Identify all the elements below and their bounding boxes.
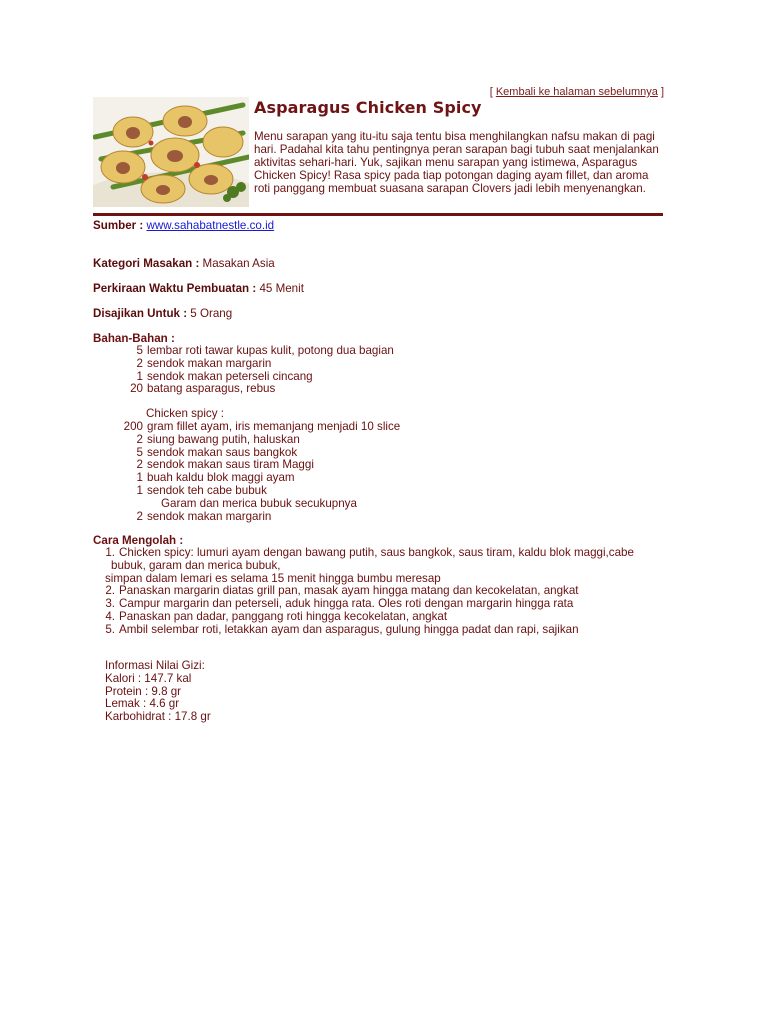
source-link[interactable]: www.sahabatnestle.co.id xyxy=(146,219,275,232)
ingredients-main-list xyxy=(101,345,394,396)
nutrition-item: Lemak : 4.6 gr xyxy=(105,697,180,711)
category-value: Masakan Asia xyxy=(202,257,275,270)
category-line xyxy=(93,257,275,270)
list-item xyxy=(101,383,394,396)
ingredient-qty: 5 xyxy=(136,344,143,357)
ingredient-qty: 1 xyxy=(136,369,143,383)
recipe-intro xyxy=(254,130,666,195)
step-text: simpan dalam lemari es selama 15 menit hingga bumbu meresap xyxy=(105,571,441,585)
ingredients-heading: Bahan-Bahan : xyxy=(93,332,175,345)
intro-line: Chicken Spicy! Rasa spicy pada tiap potongan daging ayam fillet, dan aroma xyxy=(254,169,649,182)
source-label: Sumber : xyxy=(93,219,144,232)
recipe-title: Asparagus Chicken Spicy xyxy=(254,98,482,117)
nutrition-item: Karbohidrat : 17.8 gr xyxy=(105,710,211,724)
ingredients-chicken-list xyxy=(101,421,400,523)
list-item xyxy=(95,560,634,573)
ingredient-text: Garam dan merica bubuk secukupnya xyxy=(161,496,357,510)
back-link[interactable]: Kembali ke halaman sebelumnya xyxy=(495,86,658,98)
ingredient-text: sendok makan margarin xyxy=(147,356,272,370)
divider xyxy=(93,213,663,216)
step-text: Chicken spicy: lumuri ayam dengan bawang putih, saus bangkok, saus tiram, kaldu blok maggi,cabe xyxy=(119,546,634,559)
step-text: Panaskan pan dadar, panggang roti hingga kecokelatan, angkat xyxy=(119,609,448,623)
intro-line: roti panggang membuat suasana sarapan Clovers jadi lebih menyenangkan. xyxy=(254,182,646,195)
ingredient-qty: 200 xyxy=(123,420,143,433)
steps-heading: Cara Mengolah : xyxy=(93,534,184,547)
ingredient-text: sendok teh cabe bubuk xyxy=(147,483,267,497)
step-number: 1. xyxy=(105,546,115,559)
step-number xyxy=(95,573,105,586)
ingredient-text: sendok makan peterseli cincang xyxy=(147,369,313,383)
time-label: Perkiraan Waktu Pembuatan : xyxy=(93,282,257,295)
ingredient-text: gram fillet ayam, iris memanjang menjadi 10 slice xyxy=(147,420,401,433)
list-item xyxy=(101,485,400,498)
step-text: Ambil selembar roti, letakkan ayam dan asparagus, gulung hingga padat dan rapi, sajikan xyxy=(119,622,579,636)
ingredient-qty: 2 xyxy=(136,458,143,472)
back-nav xyxy=(490,86,664,98)
ingredient-qty: 2 xyxy=(136,509,143,523)
nutrition-heading: Informasi Nilai Gizi: xyxy=(105,659,205,672)
ingredient-qty: 5 xyxy=(136,445,143,459)
step-text: Campur margarin dan peterseli, aduk hingga rata. Oles roti dengan margarin hingga rata xyxy=(119,597,574,611)
list-item xyxy=(101,498,400,511)
ingredient-text: siung bawang putih, haluskan xyxy=(147,432,300,446)
list-item xyxy=(101,358,394,371)
chicken-spicy-heading: Chicken spicy : xyxy=(146,407,224,420)
ingredient-text: sendok makan saus tiram Maggi xyxy=(147,458,314,472)
step-text: Panaskan margarin diatas grill pan, masak ayam hingga matang dan kecokelatan, angkat xyxy=(119,584,579,598)
recipe-photo xyxy=(93,97,249,207)
nutrition-info xyxy=(105,660,211,724)
step-number: 4. xyxy=(105,609,115,623)
bracket-open: [ xyxy=(489,86,493,98)
list-item xyxy=(95,611,634,624)
list-item xyxy=(95,547,634,560)
time-value: 45 Menit xyxy=(259,282,304,295)
list-item xyxy=(101,511,400,524)
ingredient-qty: 1 xyxy=(136,483,143,497)
step-number: 3. xyxy=(105,597,115,611)
list-item xyxy=(101,434,400,447)
time-line xyxy=(93,282,304,295)
list-item xyxy=(101,421,400,434)
bracket-close: ] xyxy=(660,86,664,98)
intro-line: hari. Padahal kita tahu pentingnya peran sarapan bagi tubuh saat menjalankan xyxy=(254,143,659,156)
asparagus-rolls-image xyxy=(93,97,249,207)
ingredient-qty: 20 xyxy=(130,382,143,396)
list-item xyxy=(101,345,394,358)
ingredient-qty: 2 xyxy=(136,356,143,370)
list-item xyxy=(95,624,634,637)
source-line xyxy=(93,219,274,232)
nutrition-item: Protein : 9.8 gr xyxy=(105,684,182,698)
step-number: 5. xyxy=(105,622,115,636)
ingredient-text: lembar roti tawar kupas kulit, potong dua bagian xyxy=(147,344,394,357)
serves-label: Disajikan Untuk : xyxy=(93,307,188,320)
step-number xyxy=(95,560,111,573)
intro-line: aktivitas sehari-hari. Yuk, sajikan menu sarapan yang istimewa, Asparagus xyxy=(254,156,638,169)
serves-value: 5 Orang xyxy=(190,307,233,320)
step-text: bubuk, garam dan merica bubuk, xyxy=(111,558,281,572)
ingredient-text: batang asparagus, rebus xyxy=(147,382,276,396)
nutrition-item: Kalori : 147.7 kal xyxy=(105,671,192,685)
category-label: Kategori Masakan : xyxy=(93,257,200,270)
ingredient-qty: 1 xyxy=(136,471,143,485)
ingredient-qty xyxy=(101,498,161,511)
ingredient-text: sendok makan saus bangkok xyxy=(147,445,298,459)
serves-line xyxy=(93,307,232,320)
step-number: 2. xyxy=(105,584,115,598)
ingredient-text: sendok makan margarin xyxy=(147,509,272,523)
ingredient-qty: 2 xyxy=(136,432,143,446)
intro-line: Menu sarapan yang itu-itu saja tentu bisa menghilangkan nafsu makan di pagi xyxy=(254,130,655,143)
steps-list xyxy=(95,547,634,637)
ingredient-text: buah kaldu blok maggi ayam xyxy=(147,471,295,485)
